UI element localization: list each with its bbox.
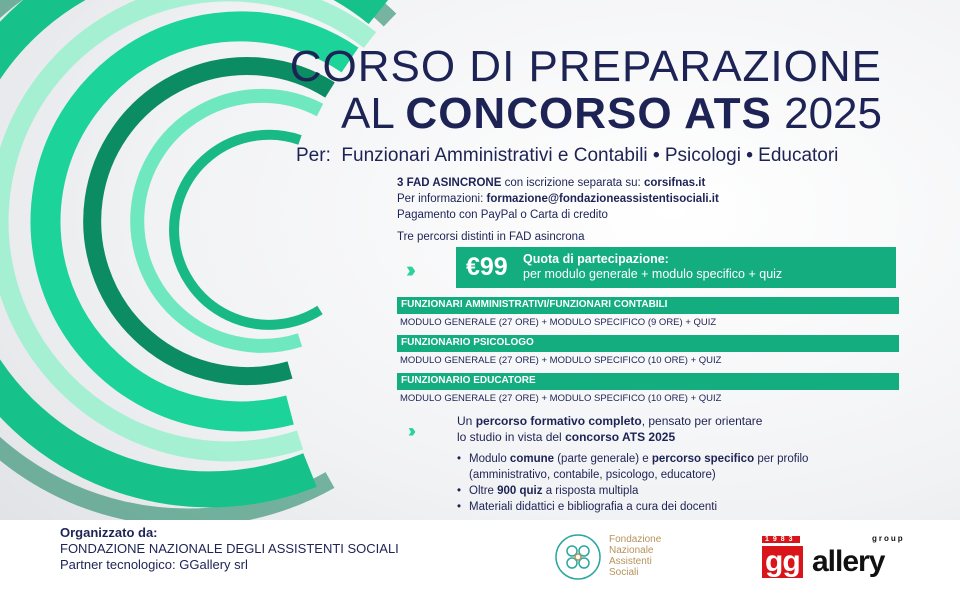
profile-2: Psicologi [664,145,741,166]
price-title: Quota di partecipazione: [523,252,669,266]
title-line-2 [290,90,882,138]
profile-3: Educatori [758,145,839,166]
contact-line [397,191,897,207]
email-link[interactable]: formazione@fondazioneassistentisociali.it [486,193,719,205]
b1-d: percorso specifico [651,453,755,465]
paths-line: Tre percorsi distinti in FAD asincrona [397,231,585,243]
b1-a: Modulo [469,453,507,465]
fad-line [397,175,897,191]
fnas-logo [553,532,683,592]
b1-e: per profilo [757,453,809,465]
b2-b: 900 quiz [497,485,543,497]
contact-text: Per informazioni: [397,193,484,205]
organizer-block [60,525,399,573]
payment-line: Pagamento con PayPal o Carta di credito [397,209,608,221]
gg-year: 1983 [762,536,800,543]
b3: Materiali didattici e bibliografia a cura dei docenti [469,501,718,513]
title-year: 2025 [784,89,882,138]
module-desc: MODULO GENERALE (27 ORE) + MODULO SPECIFICO (10 ORE) + QUIZ [400,393,722,404]
module-desc: MODULO GENERALE (27 ORE) + MODULO SPECIFICO (9 ORE) + QUIZ [400,317,717,328]
title-bold: CONCORSO ATS [405,89,772,138]
separator-2: • [746,145,753,166]
fnas-line-1: Fondazione [609,534,662,545]
pitch-a3: lo studio in vista del [457,430,562,444]
fnas-line-4: Sociali [609,567,639,578]
profile-1: Funzionari Amministrativi e Contabili [341,145,648,166]
price-box [456,247,896,288]
price-detail: per modulo generale + modulo specifico + quiz [523,267,783,281]
fnas-line-3: Assistenti [609,556,652,567]
fad-bold: 3 FAD ASINCRONE [397,177,502,189]
module-amministrativi [397,297,899,328]
fnas-name [609,534,661,578]
module-psicologo [397,335,899,366]
site-link[interactable]: corsifnas.it [643,177,706,189]
module-educatore [397,373,899,404]
fad-text: con iscrizione separata su: [504,177,641,189]
module-desc: MODULO GENERALE (27 ORE) + MODULO SPECIFICO (10 ORE) + QUIZ [400,355,722,366]
ggallery-logo [762,534,905,586]
pitch-text [457,413,762,445]
gg-mark: gg [762,546,803,578]
title-line-1: CORSO DI PREPARAZIONE [289,42,882,91]
fnas-emblem-icon [553,532,603,582]
b1-f: (amministrativo, contabile, psicologo, educatore) [469,469,716,481]
main-title [290,44,882,138]
module-header: FUNZIONARIO EDUCATORE [397,373,899,390]
pitch-a1: Un [457,414,473,428]
price-banner [400,247,896,288]
features-list [455,451,900,515]
pitch-b1: percorso formativo completo [475,414,642,428]
title-prefix: AL [341,89,394,138]
price-label [523,252,782,282]
list-item [455,499,900,515]
module-header: FUNZIONARIO PSICOLOGO [397,335,899,352]
b2-c: a risposta multipla [545,485,639,497]
b1-c: (parte generale) e [557,453,649,465]
info-block [397,175,897,245]
separator-1: • [652,145,660,166]
chevrons-right-icon: ››› [408,421,411,441]
pitch-a2: , pensato per orientare [641,414,763,428]
chevrons-right-icon: ››› [406,257,410,282]
target-profiles [296,145,838,167]
b1-b: comune [509,453,555,465]
partner-line: Partner tecnologico: GGallery srl [60,557,248,572]
organizer-name: FONDAZIONE NAZIONALE DEGLI ASSISTENTI SOCIALI [60,541,399,556]
pitch-b2: concorso ATS 2025 [565,430,676,444]
organized-label: Organizzato da: [60,525,158,540]
fnas-line-2: Nazionale [609,545,654,556]
gg-group: group [872,534,905,543]
footer [0,520,960,605]
list-item [455,483,900,499]
list-item [455,451,900,483]
b2-a: Oltre [469,485,494,497]
subtitle-prefix: Per: [296,145,331,166]
gg-wordmark: allery [812,545,885,578]
price-amount: €99 [466,253,508,281]
module-header: FUNZIONARI AMMINISTRATIVI/FUNZIONARI CONTABILI [397,297,899,314]
